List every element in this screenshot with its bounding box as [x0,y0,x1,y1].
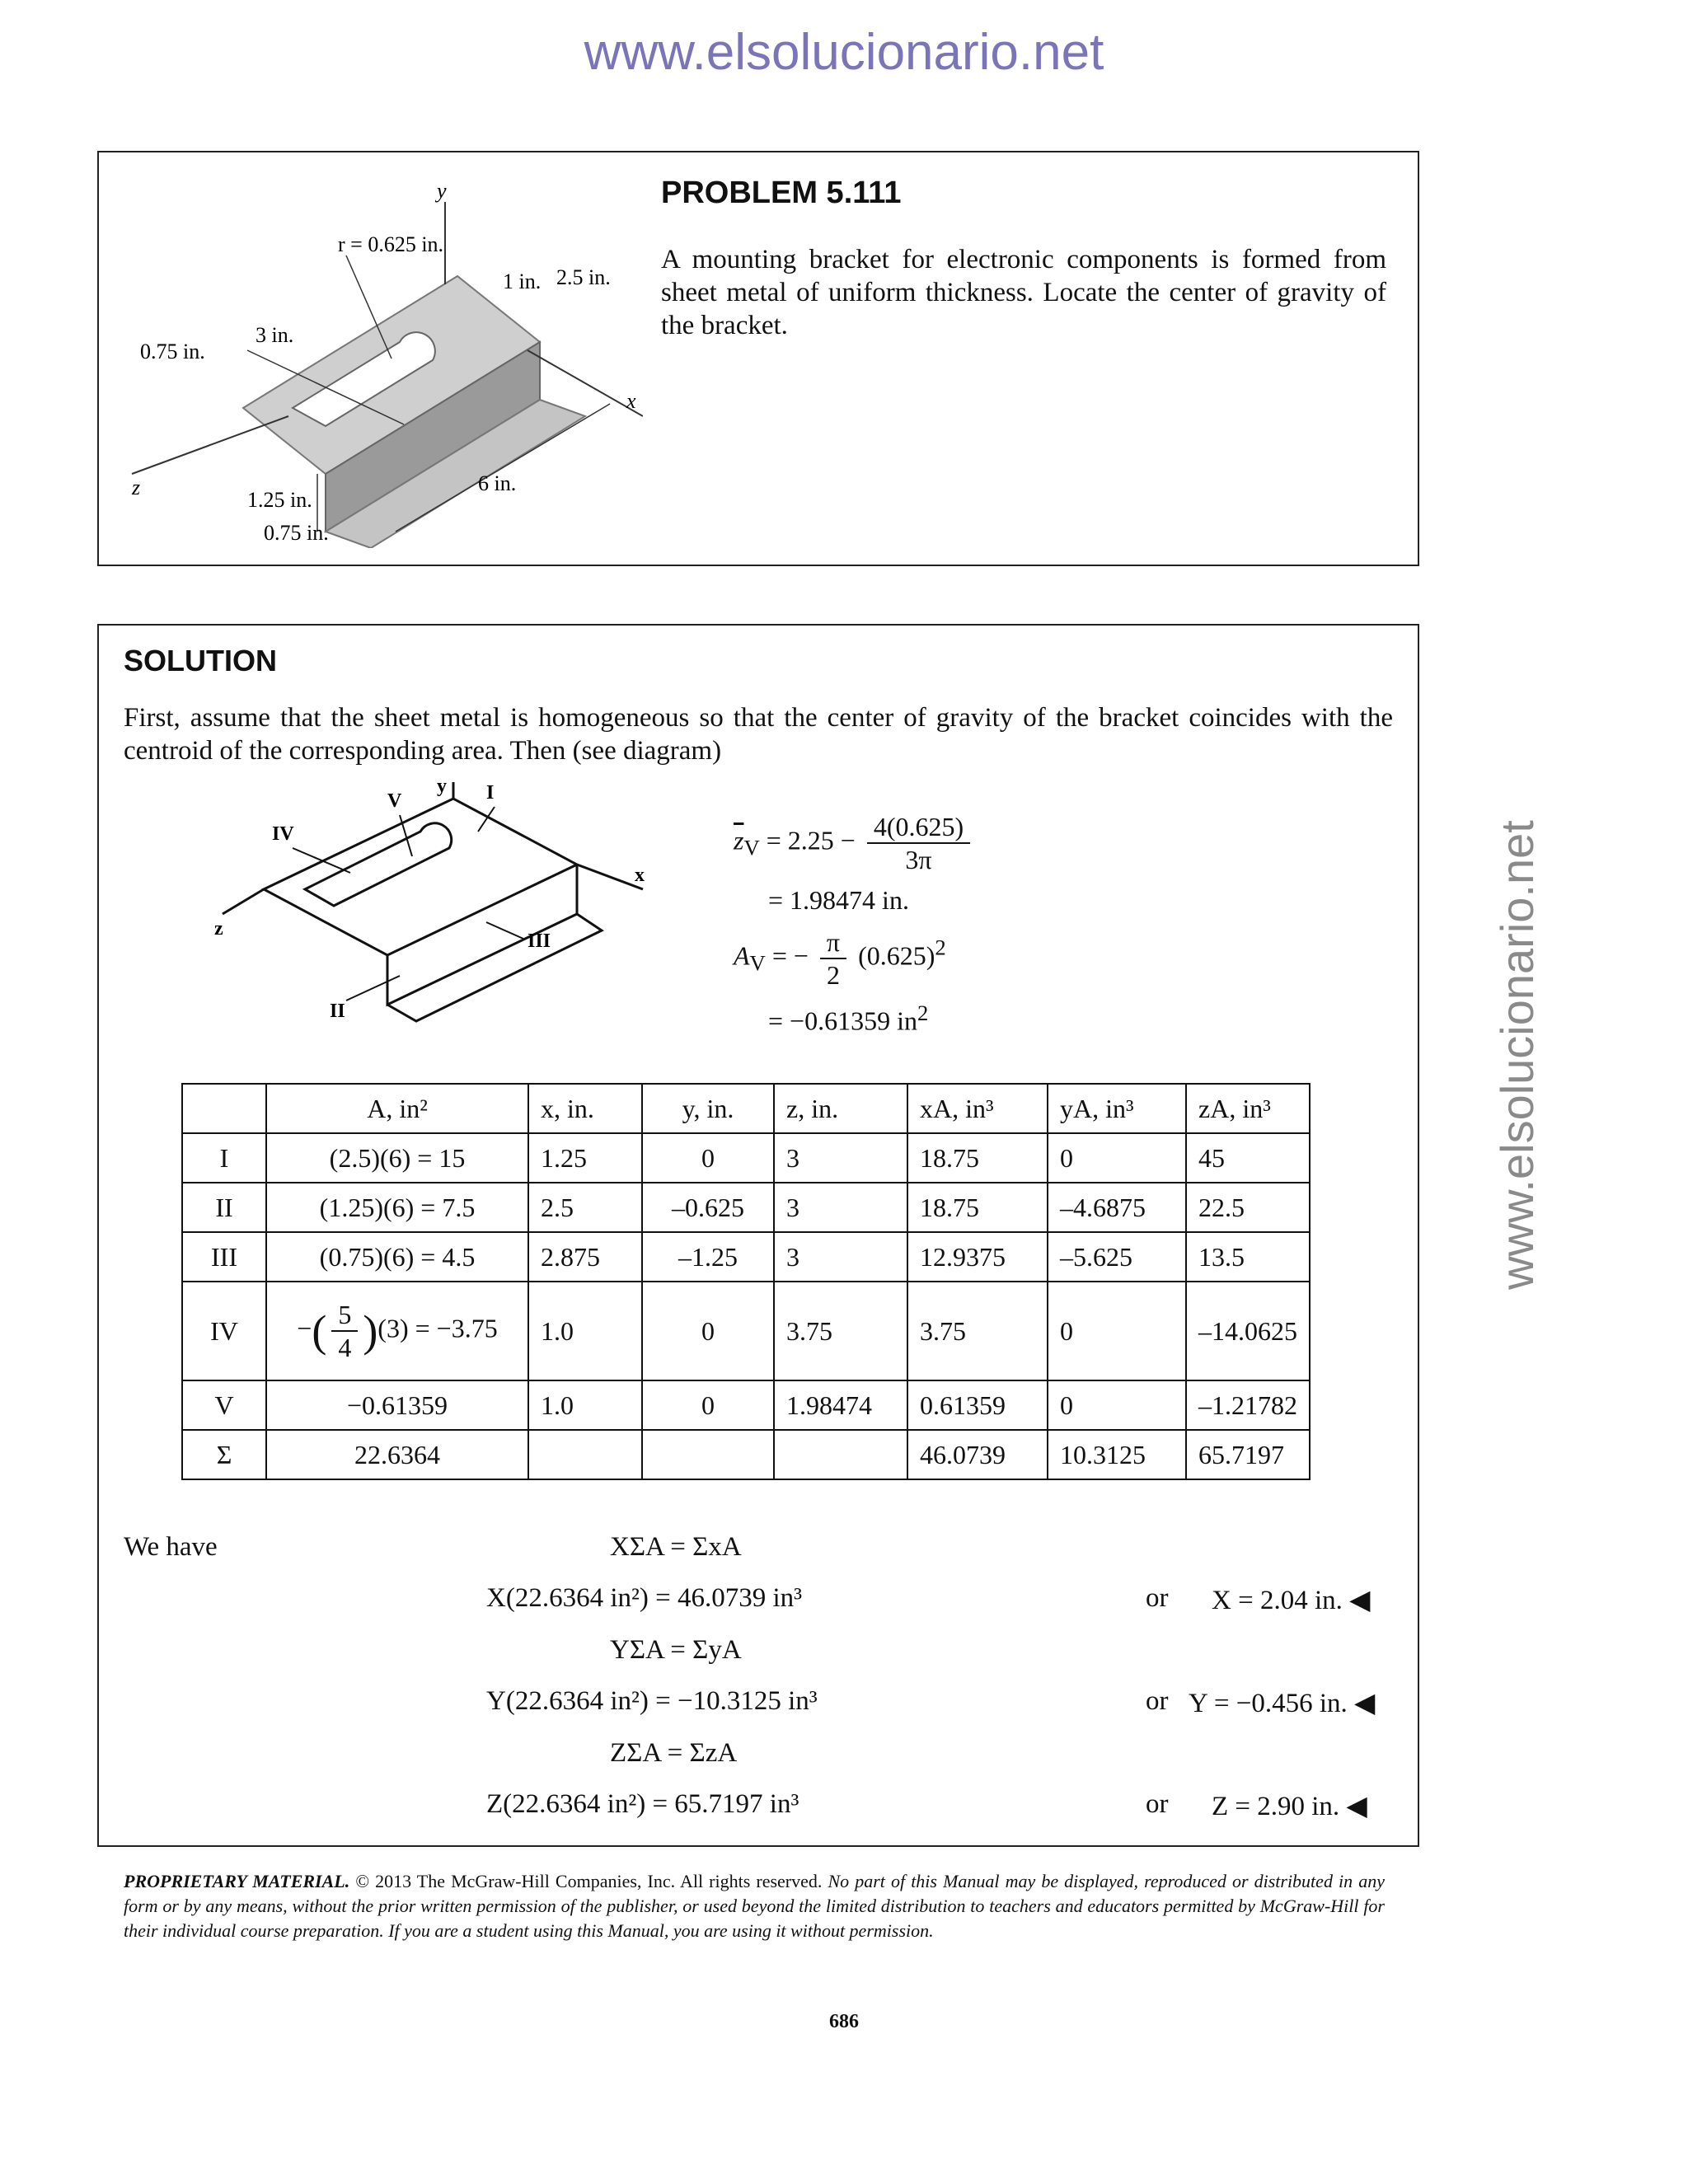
table-row [182,1232,1310,1282]
dim-3in-label: 3 in. [256,323,294,347]
table-cell: –5.625 [1048,1232,1186,1282]
table-cell: 45 [1186,1133,1310,1183]
table-cell: (1.25)(6) = 7.5 [266,1183,528,1232]
z-equation: ZΣA = ΣzA [610,1738,738,1768]
table-cell: 22.5 [1186,1183,1310,1232]
diagram-label-V: V [387,790,402,812]
dim-0-75in-top-label: 0.75 in. [140,340,205,363]
table-cell: −( $\frac{5}{4}$ )(3) = −3.75 [266,1282,528,1380]
table-sum-row [182,1430,1310,1479]
axis-x-label: x [626,389,636,413]
table-cell: 3 [774,1133,907,1183]
table-header: x, in. [528,1084,642,1133]
table-cell: 18.75 [907,1133,1048,1183]
dim-1in-label: 1 in. [503,269,542,293]
table-cell: 12.9375 [907,1232,1048,1282]
table-cell: 0 [642,1282,774,1380]
table-cell: 3 [774,1183,907,1232]
z-answer: Z = 2.90 in. ◀ [1212,1792,1367,1821]
table-cell: (2.5)(6) = 15 [266,1133,528,1183]
table-cell: 0 [642,1133,774,1183]
table-cell [642,1430,774,1479]
diagram-label-III: III [528,930,551,952]
table-header: y, in. [642,1084,774,1133]
footer-copyright: © 2013 The McGraw-Hill Companies, Inc. All rights reserved. [355,1871,823,1891]
table-cell: 2.875 [528,1232,642,1282]
table-cell: I [182,1133,266,1183]
table-cell: –14.0625 [1186,1282,1310,1380]
page-number: 686 [829,2011,859,2032]
table-header: yA, in³ [1048,1084,1186,1133]
table-cell: –1.25 [642,1232,774,1282]
table-header-row [182,1084,1310,1133]
x-equation: XΣA = ΣxA [610,1532,742,1562]
table-cell: IV [182,1282,266,1380]
diagram-label-II: II [330,1001,345,1022]
x-calculation: X(22.6364 in²) = 46.0739 in³ [486,1583,803,1613]
radius-label: r = 0.625 in. [338,232,444,256]
watermark-top: www.elsolucionario.net [584,24,1104,81]
av-equation: $A_V$ = − $\frac{\pi}{2}$ $(0.625)^2$ [734,927,946,990]
table-cell [528,1430,642,1479]
table-cell: 65.7197 [1186,1430,1310,1479]
table-cell: –0.625 [642,1183,774,1232]
table-cell: 3.75 [907,1282,1048,1380]
table-cell: II [182,1183,266,1232]
solution-box [97,624,1419,1847]
problem-title: PROBLEM 5.111 [661,176,902,210]
solution-title: SOLUTION [124,644,277,677]
table-cell: 0 [1048,1282,1186,1380]
table-cell: Σ [182,1430,266,1479]
footer-lead: PROPRIETARY MATERIAL. [124,1871,350,1891]
problem-text: A mounting bracket for electronic components is formed from sheet metal of uniform thickness. Locate the center of gravity of the bracket. [661,245,1386,340]
dim-2-5in-label: 2.5 in. [556,265,611,289]
bracket-figure [115,169,643,548]
zv-equation: $\overline{z}_V = 2.25$ − $\frac{4(0.625)}{3\pi}$ [734,811,975,875]
diagram-x-label: x [635,865,645,886]
diagram-label-I: I [486,782,495,804]
table-row [182,1133,1310,1183]
table-cell: –1.21782 [1186,1380,1310,1430]
solution-intro: First, assume that the sheet metal is homogeneous so that the center of gravity of the bracket coincides with the centroid of the corresponding area. Then (see diagram) [124,703,1393,766]
table-cell: 10.3125 [1048,1430,1186,1479]
we-have-label: We have [124,1532,218,1562]
diagram-z-label: z [214,918,223,940]
table-cell: 1.0 [528,1380,642,1430]
table-cell: −0.61359 [266,1380,528,1430]
diagram-label-IV: IV [272,823,294,845]
table-cell: 2.5 [528,1183,642,1232]
table-cell: III [182,1232,266,1282]
y-or: or [1146,1686,1169,1716]
table-row [182,1183,1310,1232]
table-header: A, in² [266,1084,528,1133]
table-cell: 3 [774,1232,907,1282]
table-cell: –4.6875 [1048,1183,1186,1232]
table-cell: 0.61359 [907,1380,1048,1430]
x-or: or [1146,1583,1169,1613]
table-header: xA, in³ [907,1084,1048,1133]
decomposition-diagram [214,782,676,1029]
dim-0-75in-bottom-label: 0.75 in. [264,521,329,545]
table-cell: 1.0 [528,1282,642,1380]
axis-z-label: z [132,476,141,499]
problem-box [97,151,1419,566]
table-cell: 18.75 [907,1183,1048,1232]
y-calculation: Y(22.6364 in²) = −10.3125 in³ [486,1686,818,1716]
footer-text: No part of this Manual may be displayed, reproduced or distributed in any form or by any means, without the prior written permission of the publisher, or used beyond the limited distribution to teachers and educators permitted by McGraw-Hill for their individual course preparation. If you are a student using this Manual, you are using it without permission. [124,1871,1385,1941]
table-cell [774,1430,907,1479]
table-cell: 0 [1048,1133,1186,1183]
dim-6in-label: 6 in. [478,471,517,495]
table-header: z, in. [774,1084,907,1133]
table-cell: 46.0739 [907,1430,1048,1479]
table-cell: 1.25 [528,1133,642,1183]
z-calculation: Z(22.6364 in²) = 65.7197 in³ [486,1789,799,1819]
y-answer: Y = −0.456 in. ◀ [1189,1689,1376,1718]
dim-1-25in-label: 1.25 in. [247,488,312,512]
z-or: or [1146,1789,1169,1819]
x-answer: X = 2.04 in. ◀ [1212,1586,1371,1615]
table-row [182,1380,1310,1430]
diagram-y-label: y [437,782,447,797]
table-cell: (0.75)(6) = 4.5 [266,1232,528,1282]
table-cell: 0 [1048,1380,1186,1430]
table-header [182,1084,266,1133]
av-result: = −0.61359 $in^2$ [768,1001,929,1036]
table-row [182,1282,1310,1380]
table-cell: 1.98474 [774,1380,907,1430]
watermark-side: www.elsolucionario.net [1491,820,1543,1290]
y-equation: YΣA = ΣyA [610,1635,742,1665]
table-header: zA, in³ [1186,1084,1310,1133]
table-cell: 0 [642,1380,774,1430]
axis-y-label: y [437,179,447,203]
table-cell: 13.5 [1186,1232,1310,1282]
zv-result: = 1.98474 in. [768,885,909,915]
table-cell: 3.75 [774,1282,907,1380]
footer-notice [124,1869,1385,1943]
table-cell: V [182,1380,266,1430]
table-cell: 22.6364 [266,1430,528,1479]
centroid-table [181,1083,1311,1480]
